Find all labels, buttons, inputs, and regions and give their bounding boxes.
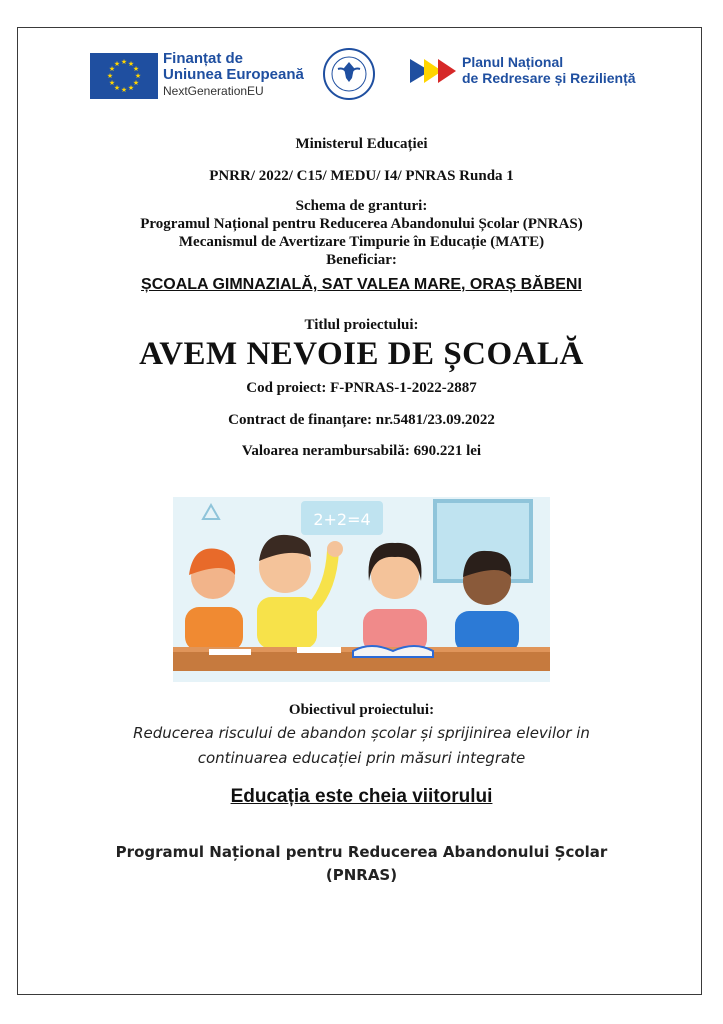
svg-text:★: ★	[113, 60, 121, 68]
footer-program-line-2: (PNRAS)	[325, 866, 398, 884]
objective-line-1: Reducerea riscului de abandon școlar și sprijinirea elevilor in	[133, 724, 590, 742]
pnrr-text	[462, 54, 636, 86]
program-name: Programul Național pentru Reducerea Abandonului Școlar (PNRAS)	[140, 216, 583, 232]
svg-text:★: ★	[108, 65, 116, 73]
svg-text:★: ★	[113, 84, 121, 92]
board-text: 2+2=4	[313, 510, 371, 529]
grant-value: Valoarea nerambursabilă: 690.221 lei	[241, 443, 482, 459]
eu-line-1: Finanțat de	[163, 50, 244, 67]
objective-line-2: continuarea educației prin măsuri integrate	[197, 749, 526, 767]
svg-text:★: ★	[132, 65, 140, 73]
svg-text:★: ★	[127, 84, 135, 92]
svg-text:★: ★	[134, 72, 142, 80]
eu-line-2: Uniunea Europeană	[163, 66, 304, 83]
project-title: AVEM NEVOIE DE ȘCOALĂ	[139, 336, 584, 372]
footer-program-line-1: Programul Național pentru Reducerea Abandonului Școlar	[115, 843, 608, 861]
pnrr-line-2: de Redresare și Reziliență	[462, 70, 636, 86]
scheme-label: Schema de granturi:	[295, 198, 428, 214]
ministry: Ministerul Educației	[295, 136, 428, 152]
logo-bar	[0, 45, 723, 105]
eu-flag-icon	[90, 53, 158, 99]
eu-funding-text	[163, 51, 304, 99]
classroom-illustration	[173, 497, 550, 682]
pnrr-line-1: Planul Național	[462, 54, 564, 70]
beneficiary-name: ȘCOALA GIMNAZIALĂ, SAT VALEA MARE, ORAȘ BĂBENI	[141, 276, 582, 293]
eu-line-3: NextGenerationEU	[163, 84, 264, 98]
svg-text:★: ★	[120, 86, 128, 94]
svg-text:★: ★	[127, 60, 135, 68]
mechanism-name: Mecanismul de Avertizare Timpurie în Educație (MATE)	[178, 234, 545, 250]
project-code: Cod proiect: F-PNRAS-1-2022-2887	[246, 380, 477, 396]
contract-number: Contract de finanțare: nr.5481/23.09.2022	[228, 412, 495, 428]
project-title-label: Titlul proiectului:	[304, 317, 419, 333]
svg-text:★: ★	[120, 58, 128, 66]
code-line: PNRR/ 2022/ C15/ MEDU/ I4/ PNRAS Runda 1	[209, 168, 514, 184]
motto: Educația este cheia viitorului	[230, 786, 493, 807]
government-seal-icon	[322, 47, 376, 101]
pnrr-logo-icon	[408, 51, 458, 91]
svg-text:★: ★	[132, 79, 140, 87]
beneficiary-label: Beneficiar:	[326, 252, 397, 268]
objective-label: Obiectivul proiectului:	[288, 702, 435, 718]
svg-text:★: ★	[108, 79, 116, 87]
svg-text:★: ★	[106, 72, 114, 80]
